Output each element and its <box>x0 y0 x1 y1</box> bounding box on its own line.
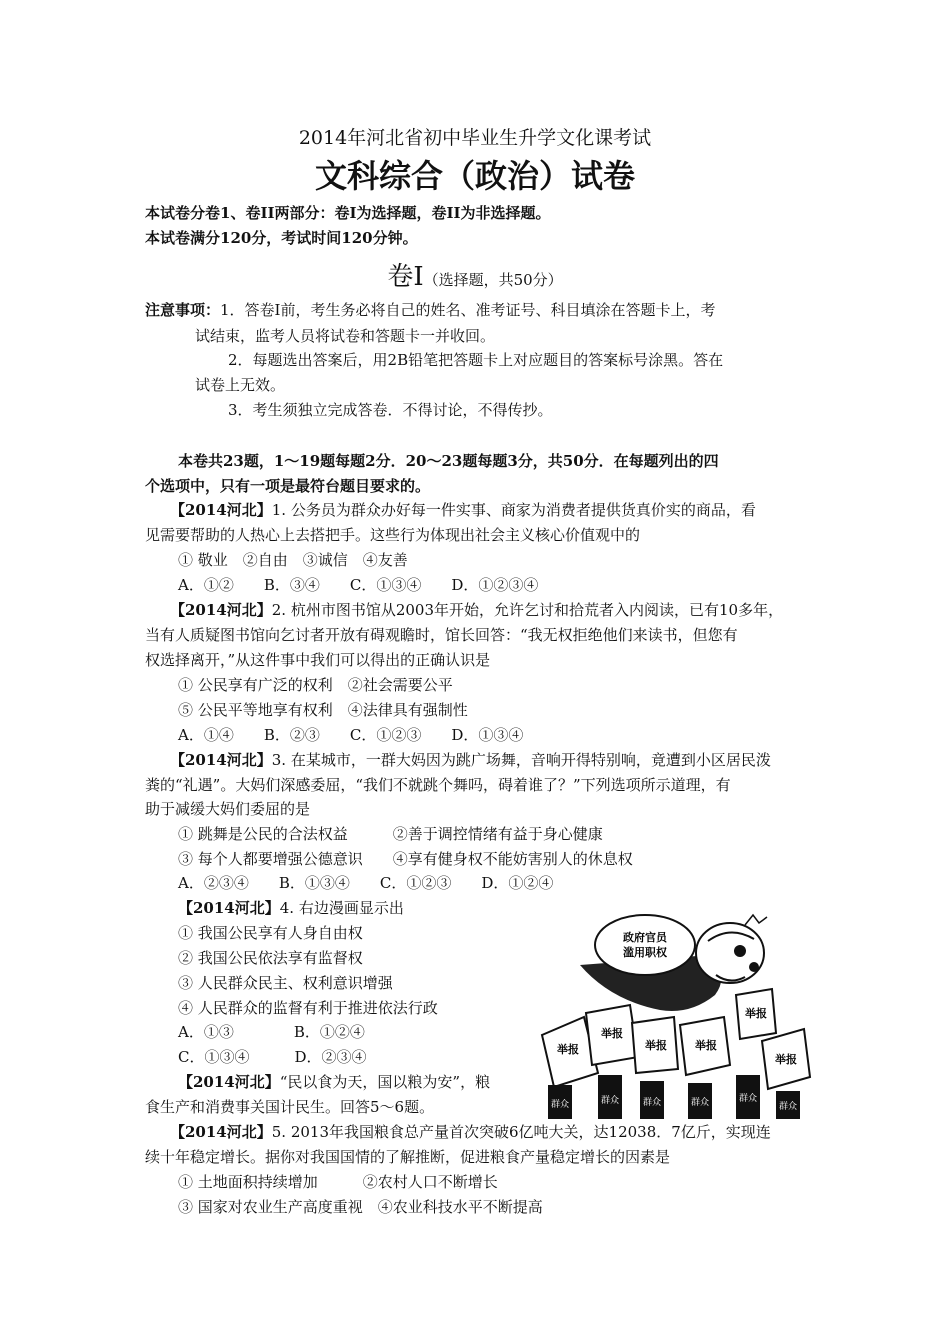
svg-text:举报: 举报 <box>775 1053 797 1066</box>
q2-line-3: 权选择离开，”从这件事中我们可以得出的正确认识是 <box>145 651 491 669</box>
q3-option-2: ③ 每个人都要增强公德意识 ④享有健身权不能妨害别人的休息权 <box>178 850 633 868</box>
speech-bubble <box>595 915 695 975</box>
svg-text:群众: 群众 <box>600 1096 620 1106</box>
q5-line-1: 【2014河北】5. 2013年我国粮食总产量首次突破6亿吨大关，达12038．7亿斤，实现连 <box>170 1123 771 1141</box>
q3-option-1: ① 跳舞是公民的合法权益 ②善于调控情绪有益于身心健康 <box>178 825 603 843</box>
instructions-line-2: 个选项中，只有一项是最符台题目要求的。 <box>145 477 431 495</box>
q2-line-1: 【2014河北】2. 杭州市图书馆从2003年开始，允许乞讨和拾荒者入内阅读，已有10多年， <box>170 601 784 619</box>
q5-option-1: ① 土地面积持续增加 ②农村人口不断增长 <box>178 1173 498 1191</box>
q3-line-3: 助于减缓大妈们委屈的是 <box>145 800 311 818</box>
section-heading <box>0 262 950 295</box>
q4-option-2: ② 我国公民依法享有监督权 <box>178 949 363 967</box>
notes-line-1: 注意事项：1．答卷I前，考生务必将自己的姓名、准考证号、科目填涂在答题卡上，考 <box>145 301 716 319</box>
bubble-text-1: 政府官员 <box>623 931 667 944</box>
section-note: （选择题，共50分） <box>423 271 563 289</box>
sign-4 <box>680 1017 730 1075</box>
instructions-line-1: 本卷共23题，1～19题每题2分．20～23题每题3分，共50分．在每题列出的四 <box>178 452 719 470</box>
q2-option-1: ① 公民享有广泛的权利 ②社会需要公平 <box>178 676 453 694</box>
q5-option-2: ③ 国家对农业生产高度重视 ④农业科技水平不断提高 <box>178 1198 543 1216</box>
svg-text:举报: 举报 <box>645 1039 667 1052</box>
sign-3 <box>632 1017 678 1073</box>
notes-prefix: 注意事项： <box>145 301 221 319</box>
q3-answers: A．②③④ B．①③④ C．①②③ D．①②④ <box>178 874 554 892</box>
intro56-line-1: 【2014河北】“民以食为天，国以粮为安”，粮 <box>178 1073 491 1091</box>
exam-title: 2014年河北省初中毕业生升学文化课考试 <box>298 127 652 149</box>
q4-option-4: ④ 人民群众的监督有利于推进依法行政 <box>178 999 438 1017</box>
q3-line-1: 【2014河北】3. 在某城市，一群大妈因为跳广场舞，音响开得特别响，竟遭到小区居民泼 <box>170 751 771 769</box>
svg-text:举报: 举报 <box>745 1007 767 1020</box>
q4-option-1: ① 我国公民享有人身自由权 <box>178 924 363 942</box>
intro56-line-2: 食生产和消费事关国计民生。回答5～6题。 <box>145 1098 435 1116</box>
q5-line-2: 续十年稳定增长。据你对我国国情的了解推断，促进粮食产量稳定增长的因素是 <box>145 1148 671 1166</box>
section-label: 卷Ⅰ <box>387 262 424 292</box>
q1-answers: A．①② B．③④ C．①③④ D．①②③④ <box>178 576 539 594</box>
q3-line-2: 粪的“礼遇”。大妈们深感委屈，“我们不就跳个舞吗，碍着谁了？”下列选项所示道理，有 <box>145 776 731 794</box>
q1-line-2: 见需要帮助的人热心上去搭把手。这些行为体现出社会主义核心价值观中的 <box>145 526 641 544</box>
notes-line-4: 试卷上无效。 <box>195 376 286 394</box>
svg-text:举报: 举报 <box>557 1043 579 1056</box>
crowd <box>548 1075 800 1119</box>
q1-options: ① 敬业 ②自由 ③诚信 ④友善 <box>178 551 408 569</box>
svg-text:群众: 群众 <box>778 1102 798 1112</box>
q4-answers-2: C．①③④ D．②③④ <box>178 1048 367 1066</box>
svg-text:群众: 群众 <box>690 1098 710 1108</box>
info-line-1: 本试卷分卷1、卷II两部分：卷I为选择题，卷II为非选择题。 <box>145 204 551 222</box>
notes-line-3: 2．每题选出答案后，用2B铅笔把答题卡上对应题目的答案标号涂黑。答在 <box>228 351 724 369</box>
svg-text:群众: 群众 <box>738 1094 758 1104</box>
sign-2 <box>586 1005 638 1065</box>
sign-6 <box>762 1029 810 1089</box>
exam-subtitle: 文科综合（政治）试卷 <box>314 157 635 195</box>
q2-option-2: ⑤ 公民平等地享有权利 ④法律具有强制性 <box>178 701 468 719</box>
sign-5 <box>736 989 776 1039</box>
q2-answers: A．①④ B．②③ C．①②③ D．①③④ <box>178 726 524 744</box>
svg-text:群众: 群众 <box>642 1098 662 1108</box>
q4-line-1: 【2014河北】4. 右边漫画显示出 <box>178 899 404 917</box>
svg-text:群众: 群众 <box>550 1100 570 1110</box>
svg-text:举报: 举报 <box>601 1027 623 1040</box>
q1-line-1: 【2014河北】1. 公务员为群众办好每一件实事、商家为消费者提供货真价实的商品，看 <box>170 501 756 519</box>
q4-option-3: ③ 人民群众民主、权利意识增强 <box>178 974 393 992</box>
notes-line-2: 试结束，监考人员将试卷和答题卡一并收回。 <box>195 327 496 345</box>
q4-answers-1: A．①③ B．①②④ <box>178 1023 365 1041</box>
bubble-text-2: 滥用职权 <box>623 946 667 959</box>
q2-line-2: 当有人质疑图书馆向乞讨者开放有碍观瞻时，馆长回答：“我无权拒绝他们来读书，但您有 <box>145 626 738 644</box>
notes-line-5: 3．考生须独立完成答卷．不得讨论，不得传抄。 <box>228 401 553 419</box>
cartoon-illustration <box>540 905 812 1123</box>
info-line-2: 本试卷满分120分，考试时间120分钟。 <box>145 229 418 247</box>
svg-text:举报: 举报 <box>695 1039 717 1052</box>
